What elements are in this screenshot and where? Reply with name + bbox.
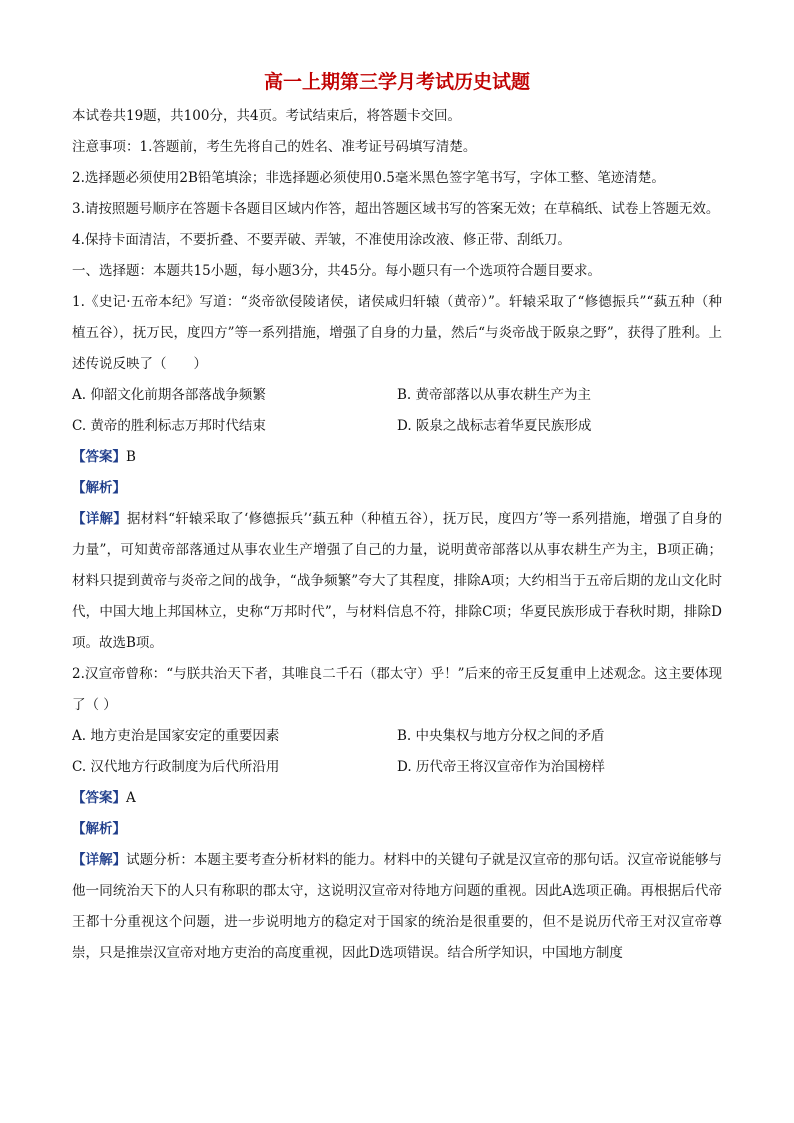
answer-tag: 【答案】	[72, 449, 126, 465]
question-1	[72, 287, 722, 659]
detail-text: 据材料“轩辕采取了‘修德振兵’‘蓺五种（种植五谷），抚万民，度四方’等一系列措施，增强了自身的力量”，可知黄帝部落通过从事农业生产增强了自己的力量，说明黄帝部落以从事农耕生产为主，B项正确；材料只提到黄帝与炎帝之间的战争，“战争频繁”夸大了其程度，排除A项；大约相当于五帝后期的龙山文化时代，中国大地上邦国林立，史称“万邦时代”，与材料信息不符，排除C项；华夏民族形成于春秋时期，排除D项。故选B项。	[72, 511, 722, 651]
option-row	[72, 721, 722, 752]
page-title: 高一上期第三学月考试历史试题	[263, 71, 530, 93]
question-2	[72, 659, 722, 969]
detail-paragraph	[72, 504, 722, 659]
option-d: D. 阪泉之战标志着华夏民族形成	[397, 418, 592, 434]
section-heading: 一、选择题：本题共15小题，每小题3分，共45分。每小题只有一个选项符合题目要求。	[72, 263, 601, 279]
analysis-tag: 【解析】	[72, 480, 126, 496]
option-a: A. 地方吏治是国家安定的重要因素	[72, 728, 280, 744]
analysis-tag: 【解析】	[72, 821, 126, 837]
answer-value: A	[126, 790, 136, 806]
intro-line: 3.请按照题号顺序在答题卡各题目区域内作答，超出答题区域书写的答案无效；在草稿纸、试卷上答题无效。	[72, 201, 720, 217]
intro-line: 4.保持卡面清洁，不要折叠、不要弄破、弄皱，不准使用涂改液、修正带、刮纸刀。	[72, 232, 571, 248]
detail-tag: 【详解】	[72, 511, 127, 527]
option-d: D. 历代帝王将汉宣帝作为治国榜样	[397, 759, 605, 775]
analysis-line	[72, 814, 722, 845]
answer-tag: 【答案】	[72, 790, 126, 806]
detail-text: 试题分析：本题主要考查分析材料的能力。材料中的关键句子就是汉宣帝的那句话。汉宣帝说能够与他一同统治天下的人只有称职的郡太守，这说明汉宣帝对待地方问题的重视。因此A选项正确。再根据后代帝王都十分重视这个问题，进一步说明地方的稳定对于国家的统治是很重要的，但不是说历代帝王对汉宣帝尊崇，只是推崇汉宣帝对地方吏治的高度重视，因此D选项错误。结合所学知识，中国地方制度	[72, 852, 723, 961]
option-row	[72, 411, 722, 442]
option-row	[72, 380, 722, 411]
exam-page	[72, 68, 722, 969]
option-c: C. 黄帝的胜利标志万邦时代结束	[72, 418, 266, 434]
detail-tag: 【详解】	[72, 852, 127, 868]
answer-line	[72, 783, 722, 814]
question-stem: 1.《史记·五帝本纪》写道：“炎帝欲侵陵诸侯，诸侯咸归轩辕（黄帝）”。轩辕采取了“修德振兵”“蓺五种（种植五谷），抚万民，度四方”等一系列措施，增强了自身的力量，然后“与炎帝战于阪泉之野”，获得了胜利。上述传说反映了（ ）	[72, 294, 722, 372]
option-row	[72, 752, 722, 783]
analysis-line	[72, 473, 722, 504]
intro-line: 2.选择题必须使用2B铅笔填涂；非选择题必须使用0.5毫米黑色签字笔书写，字体工整、笔迹清楚。	[72, 170, 665, 186]
option-b: B. 黄帝部落以从事农耕生产为主	[397, 387, 592, 403]
option-a: A. 仰韶文化前期各部落战争频繁	[72, 387, 266, 403]
option-c: C. 汉代地方行政制度为后代所沿用	[72, 759, 280, 775]
answer-value: B	[126, 449, 136, 465]
intro-line: 注意事项：1.答题前，考生先将自己的姓名、准考证号码填写清楚。	[72, 139, 477, 155]
question-stem: 2.汉宣帝曾称：“与朕共治天下者，其唯良二千石（郡太守）乎！”后来的帝王反复重申上述观念。这主要体现了（ ）	[72, 666, 722, 713]
intro-line: 本试卷共19题，共100分，共4页。考试结束后，将答题卡交回。	[72, 108, 462, 124]
detail-paragraph	[72, 845, 722, 969]
option-b: B. 中央集权与地方分权之间的矛盾	[397, 728, 605, 744]
answer-line	[72, 442, 722, 473]
